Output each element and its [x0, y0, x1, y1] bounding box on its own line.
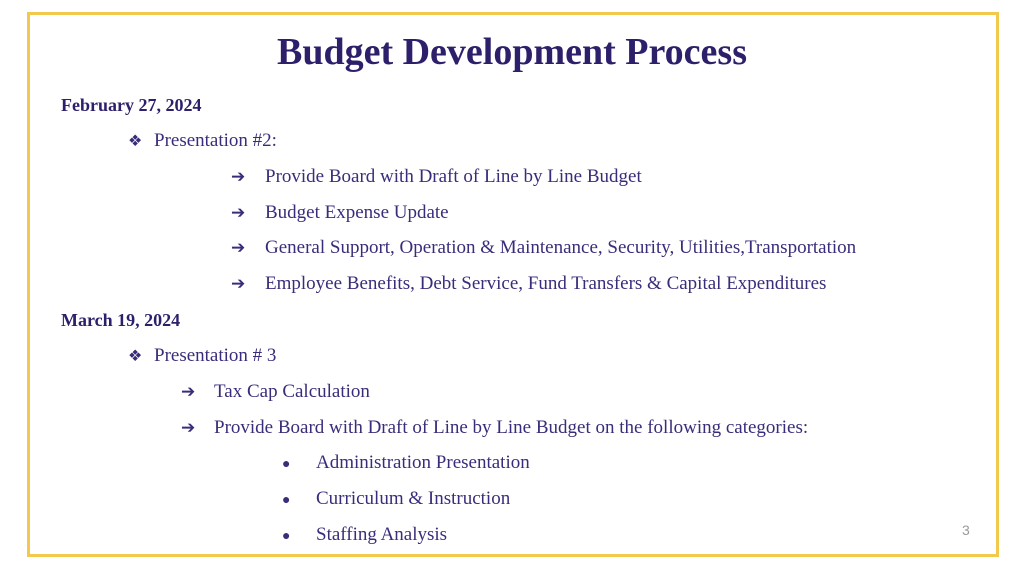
sub-list-item	[282, 451, 530, 477]
page-number: 3	[962, 522, 970, 538]
presentation-item-1	[128, 129, 277, 154]
list-item-text: Budget Expense Update	[265, 202, 449, 223]
slide-title: Budget Development Process	[276, 31, 747, 73]
list-item	[231, 272, 826, 296]
dot-bullet-icon: ●	[282, 457, 291, 472]
dot-bullet-icon: ●	[282, 493, 291, 508]
date-heading-2: March 19, 2024	[61, 310, 181, 330]
diamond-bullet-icon: ❖	[128, 348, 143, 365]
sub-list-item	[282, 523, 447, 549]
list-item	[231, 201, 449, 225]
arrow-right-icon: ➔	[231, 167, 246, 186]
dot-bullet-icon: ●	[282, 529, 291, 544]
arrow-right-icon: ➔	[181, 418, 196, 437]
presentation-item-2	[128, 344, 276, 369]
presentation-label: Presentation #2:	[154, 130, 277, 151]
date-heading-1: February 27, 2024	[61, 95, 202, 115]
list-item	[181, 416, 808, 440]
sub-list-item-text: Administration Presentation	[316, 452, 530, 473]
list-item-text: Tax Cap Calculation	[214, 381, 370, 402]
arrow-right-icon: ➔	[231, 238, 246, 257]
sub-list-item	[282, 487, 510, 513]
list-item-text: Provide Board with Draft of Line by Line Budget	[265, 166, 642, 187]
arrow-right-icon: ➔	[231, 203, 246, 222]
list-item-text: General Support, Operation & Maintenance, Security, Utilities,Transportation	[265, 237, 857, 258]
list-item	[181, 380, 370, 404]
diamond-bullet-icon: ❖	[128, 133, 143, 150]
list-item-text: Provide Board with Draft of Line by Line Budget on the following categories:	[214, 417, 809, 438]
sub-list-item-text: Curriculum & Instruction	[316, 488, 511, 509]
list-item	[231, 236, 856, 260]
list-item	[231, 165, 642, 189]
list-item-text: Employee Benefits, Debt Service, Fund Transfers & Capital Expenditures	[265, 273, 827, 294]
arrow-right-icon: ➔	[231, 274, 246, 293]
sub-list-item-text: Staffing Analysis	[316, 524, 448, 545]
presentation-label: Presentation # 3	[154, 345, 277, 366]
arrow-right-icon: ➔	[181, 382, 196, 401]
